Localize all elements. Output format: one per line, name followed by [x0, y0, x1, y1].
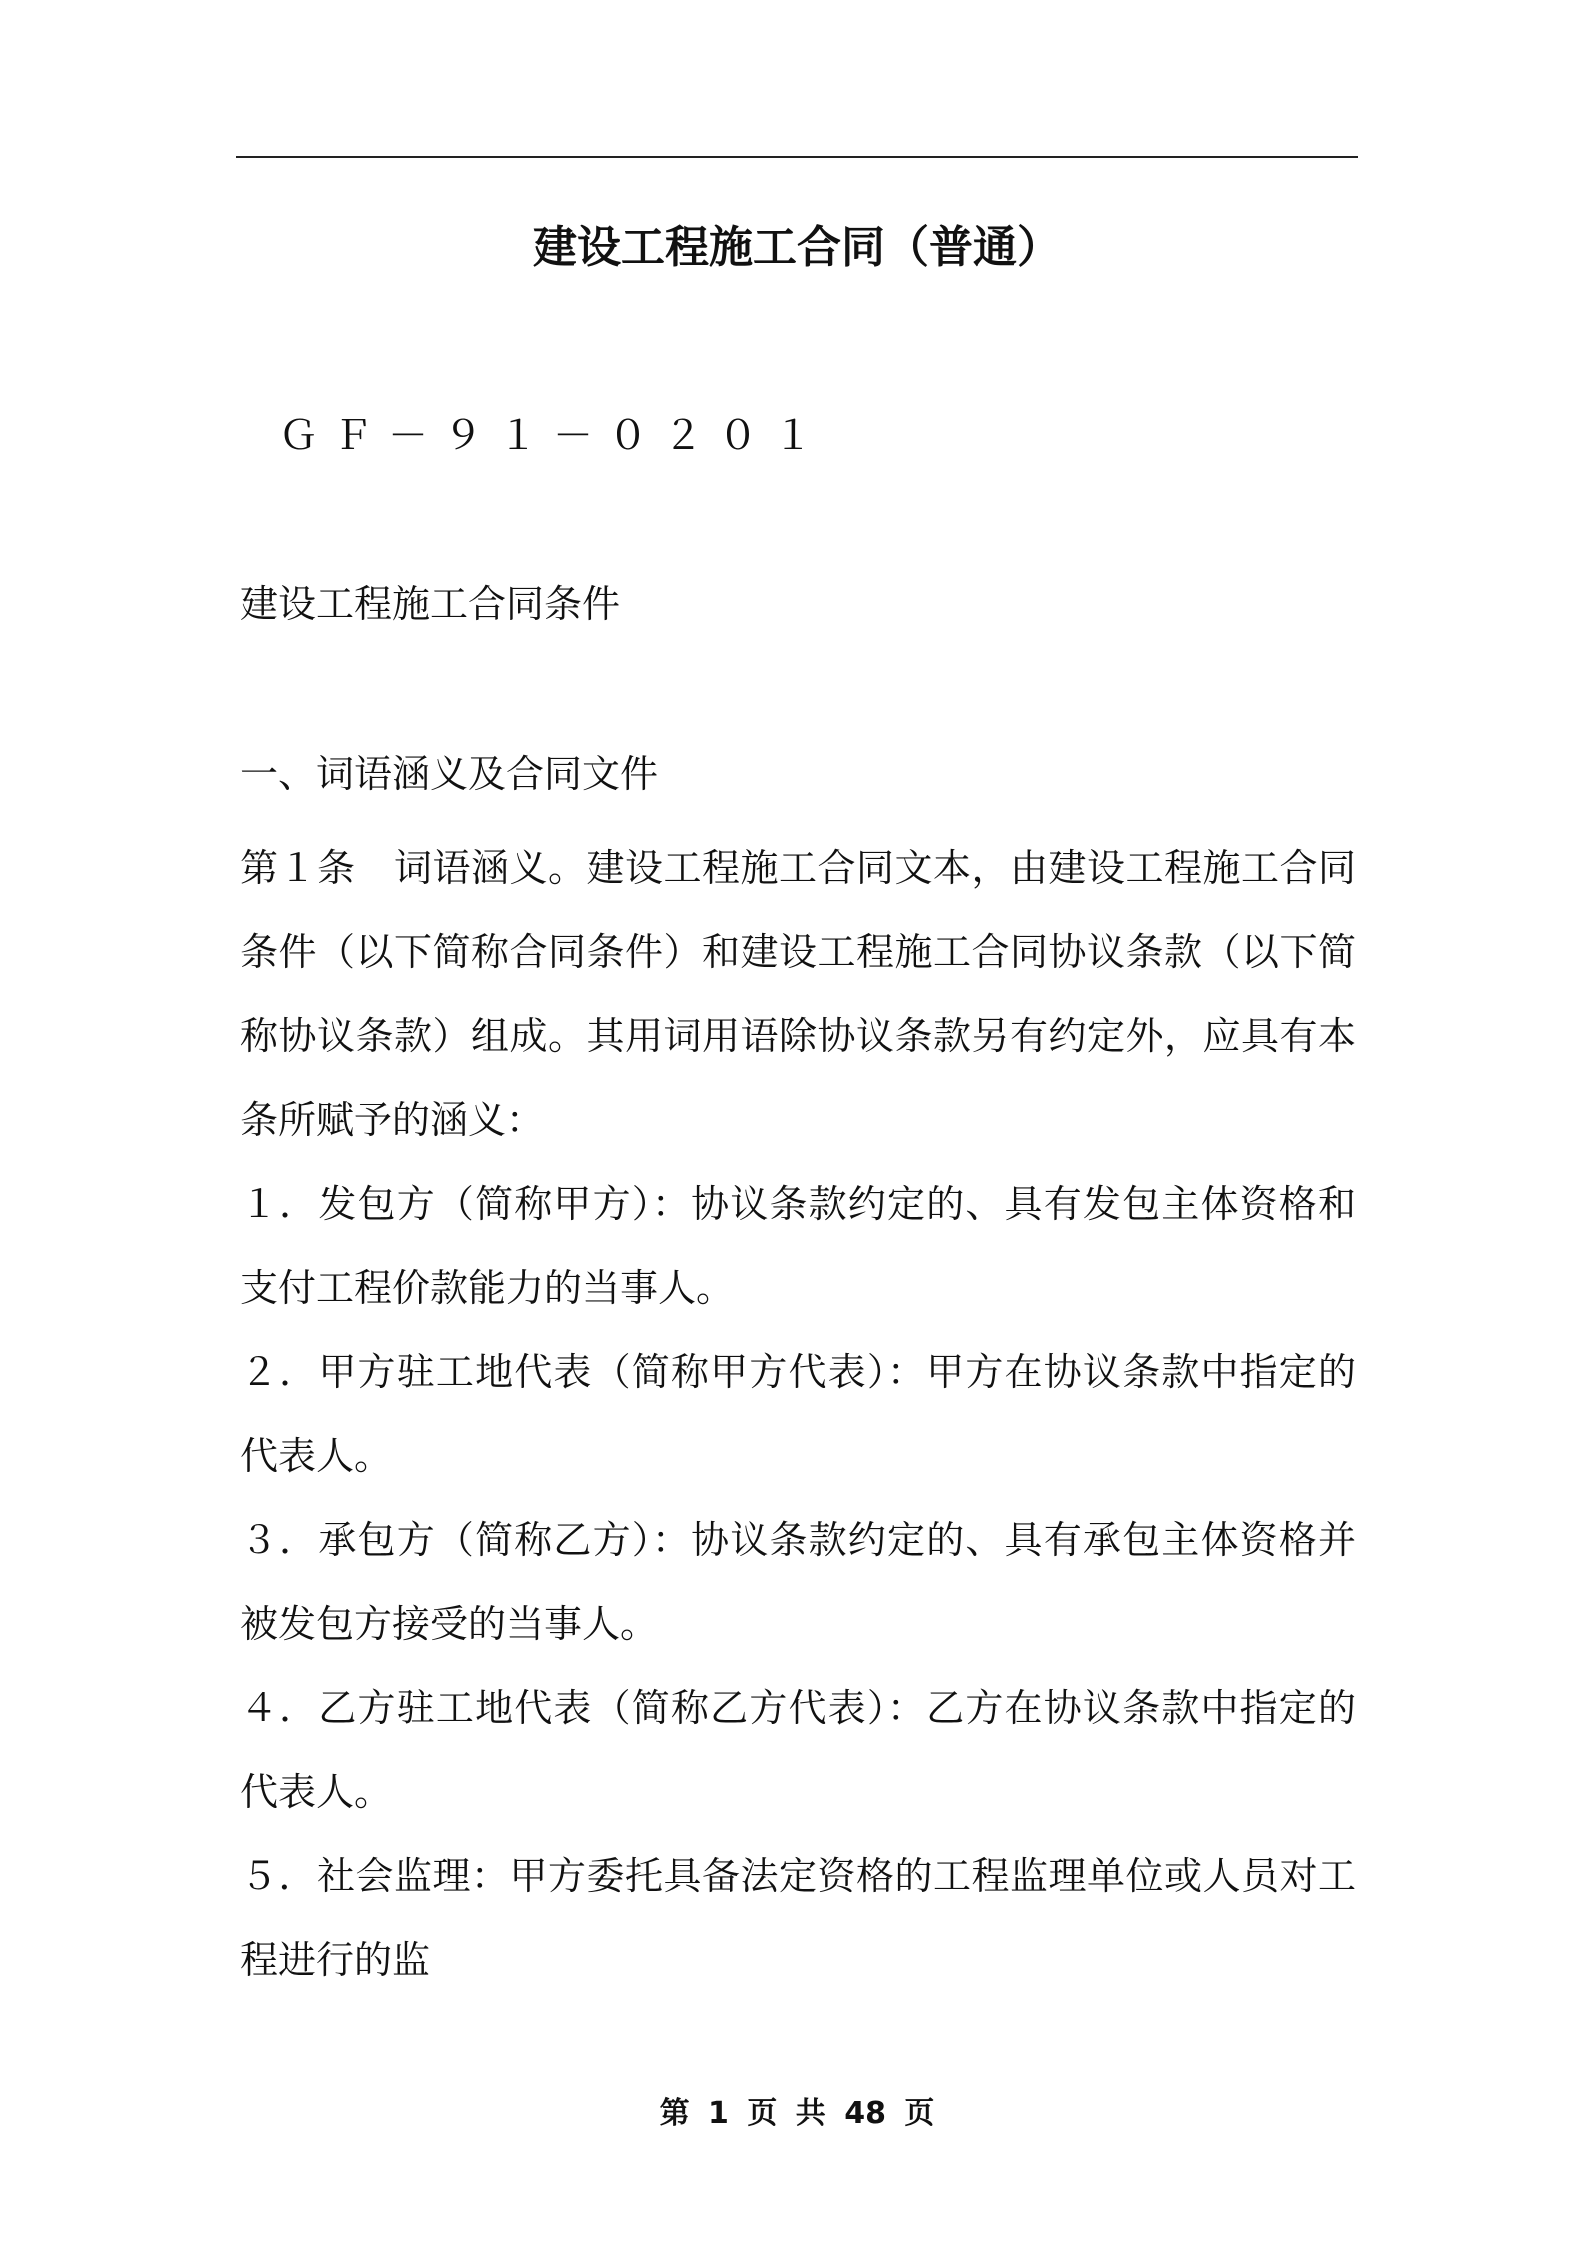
definition-item-2: ２．甲方驻工地代表（简称甲方代表）：甲方在协议条款中指定的代表人。 — [240, 1350, 1356, 1478]
document-title: 建设工程施工合同（普通） — [533, 222, 1061, 273]
definition-item-4: ４．乙方驻工地代表（简称乙方代表）：乙方在协议条款中指定的代表人。 — [240, 1686, 1356, 1814]
section-title: 建设工程施工合同条件 — [240, 582, 621, 626]
page-number-footer: 第 1 页 共 48 页 — [659, 2096, 935, 2131]
header-rule — [236, 156, 1358, 158]
definition-item-3: ３．承包方（简称乙方）：协议条款约定的、具有承包主体资格并被发包方接受的当事人。 — [240, 1518, 1356, 1646]
definition-item-1: １．发包方（简称甲方）：协议条款约定的、具有发包主体资格和支付工程价款能力的当事人。 — [240, 1182, 1356, 1310]
definition-item-5: ５．社会监理：甲方委托具备法定资格的工程监理单位或人员对工程进行的监 — [240, 1854, 1356, 1982]
article-1-paragraph: 第１条 词语涵义。建设工程施工合同文本，由建设工程施工合同条件（以下简称合同条件）和建设工程施工合同协议条款（以下简称协议条款）组成。其用词用语除协议条款另有约定外，应具有本条所赋予的涵义： — [240, 846, 1356, 1142]
chapter-heading: 一、词语涵义及合同文件 — [240, 752, 659, 796]
document-code: ＧＦ－９１－０２０１ — [278, 413, 828, 459]
body-text — [240, 826, 1356, 2002]
